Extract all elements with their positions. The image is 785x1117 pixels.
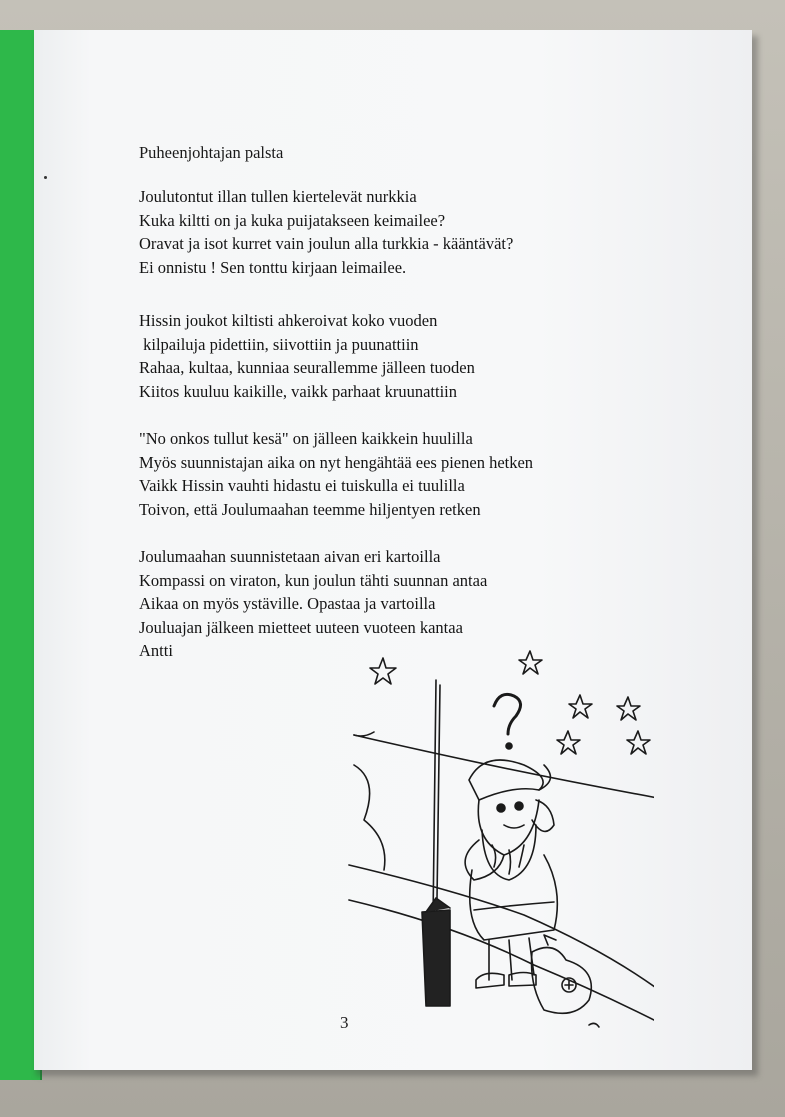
poem-line: Kuka kiltti on ja kuka puijatakseen keimailee?: [139, 210, 446, 230]
poem-line: Vaikk Hissin vauhti hidastu ei tuiskulla ei tuulilla: [139, 476, 465, 496]
star-icon: [569, 695, 592, 718]
fence-line: [349, 865, 654, 990]
elf-body: [470, 855, 558, 940]
column-heading: Puheenjohtajan palsta: [139, 143, 284, 162]
booklet-page: [34, 30, 752, 1070]
star-icon: [519, 651, 542, 674]
signature: Antti: [139, 641, 173, 661]
poem-line: Myös suunnistajan aika on nyt hengähtää ees pienen hetken: [139, 452, 534, 472]
poem-line: Oravat ja isot kurret vain joulun alla turkkia - kääntävät?: [139, 234, 514, 254]
poem-line: Joulutontut illan tullen kiertelevät nurkkia: [139, 187, 417, 206]
poem-line: Toivon, että Joulumaahan teemme hiljentyen retken: [139, 499, 481, 519]
page-content: [34, 30, 752, 1070]
poem-line: Hissin joukot kiltisti ahkeroivat koko vuoden: [139, 311, 438, 330]
poem-line: Kiitos kuuluu kaikille, vaikk parhaat kruunattiin: [139, 381, 458, 401]
fence-post: [422, 910, 450, 1006]
poem-line: "No onkos tullut kesä" on jälleen kaikkein huulilla: [139, 429, 473, 448]
elf-hat: [469, 760, 543, 800]
poem-line: kilpailuja pidettiin, siivottiin ja puunattiin: [139, 334, 419, 354]
santa-elf-illustration: [304, 640, 654, 1040]
page-number: 3: [340, 1013, 349, 1032]
rail-line: [354, 735, 654, 800]
poem-line: Kompassi on viraton, kun joulun tähti suunnan antaa: [139, 570, 488, 590]
gift-sack: [532, 948, 592, 1014]
star-icon: [370, 658, 396, 684]
poem-line: Aikaa on myös ystäville. Opastaa ja vartoilla: [139, 594, 436, 614]
poem-line: Joulumaahan suunnistetaan aivan eri kartoilla: [139, 547, 441, 566]
poem-line: Rahaa, kultaa, kunniaa seurallemme jälleen tuoden: [139, 358, 475, 378]
stanza-2: [139, 309, 475, 403]
star-icon: [627, 731, 650, 754]
star-icon: [617, 697, 640, 720]
star-icon: [557, 731, 580, 754]
poem-line: Ei onnistu ! Sen tonttu kirjaan leimailee.: [139, 257, 407, 277]
poem-line: Jouluajan jälkeen mietteet uuteen vuoteen kantaa: [139, 617, 463, 637]
stanza-1: [139, 185, 513, 279]
question-mark-icon: [494, 694, 521, 734]
stanza-3: [139, 427, 533, 521]
